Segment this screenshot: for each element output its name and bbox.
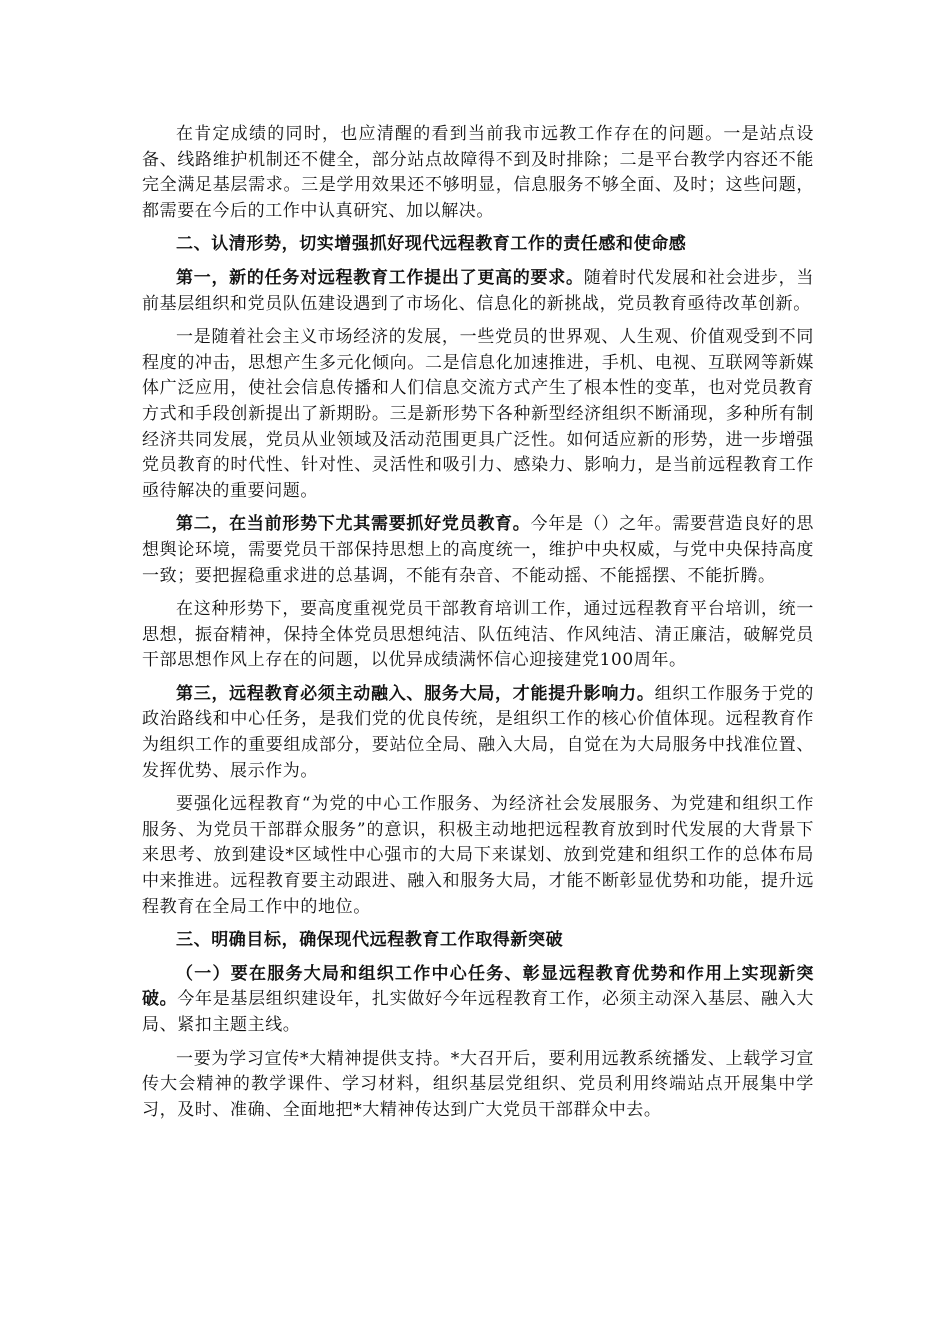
section-heading-2-text: 二、认清形势，切实增强抓好现代远程教育工作的责任感和使命感	[176, 234, 687, 255]
paragraph-7	[142, 682, 814, 784]
paragraph-7-text: 组织工作服务于党的政治路线和中心任务，是我们党的优良传统，是组织工作的核心价值体现。远程教育作为组织工作的重要组成部分，要站位全局、融入大局，自觉在为大局服务中找准位置、发挥优势、展示作为。	[142, 683, 814, 781]
paragraph-3-text: 随着时代发展和社会进步，当前基层组织和党员队伍建设遇到了市场化、信息化的新挑战，党员教育亟待改革创新。	[142, 267, 814, 314]
paragraph-8-text: 要强化远程教育“为党的中心工作服务、为经济社会发展服务、为党建和组织工作服务、为党员干部群众服务”的意识，积极主动地把远程教育放到时代发展的大背景下来思考、放到建设*区域性中心强市的大局下来谋划、放到党建和组织工作的总体布局中来推进。远程教育要主动跟进、融入和服务大局，才能不断彰显优势和功能，提升远程教育在全局工作中的地位。	[142, 794, 814, 917]
paragraph-8	[142, 792, 814, 920]
paragraph-3-lead: 第一，新的任务对远程教育工作提出了更高的要求。	[176, 267, 584, 288]
document-page	[142, 122, 814, 1131]
paragraph-5-lead: 第二，在当前形势下尤其需要抓好党员教育。	[176, 514, 531, 535]
paragraph-11-text: 一要为学习宣传*大精神提供支持。*大召开后，要利用远教系统播发、上载学习宣传大会精神的教学课件、学习材料，组织基层党组织、党员利用终端站点开展集中学习，及时、准确、全面地把*大精神传达到广大党员干部群众中去。	[142, 1048, 814, 1120]
paragraph-6	[142, 597, 814, 674]
paragraph-10	[142, 962, 814, 1039]
section-heading-2	[142, 232, 814, 258]
paragraph-10-lead: （一）要在服务大局和组织工作中心任务、彰显远程教育优势和作用上实现新突破。	[142, 963, 814, 1010]
paragraph-1-text: 在肯定成绩的同时，也应清醒的看到当前我市远教工作存在的问题。一是站点设备、线路维护机制还不健全，部分站点故障得不到及时排除；二是平台教学内容还不能完全满足基层需求。三是学用效果还不够明显，信息服务不够全面、及时；这些问题，都需要在今后的工作中认真研究、加以解决。	[142, 124, 814, 221]
section-heading-3	[142, 928, 814, 954]
paragraph-5	[142, 512, 814, 589]
paragraph-7-lead: 第三，远程教育必须主动融入、服务大局，才能提升影响力。	[176, 683, 655, 704]
paragraph-1	[142, 122, 814, 224]
paragraph-11	[142, 1047, 814, 1124]
paragraph-10-text: 今年是基层组织建设年，扎实做好今年远程教育工作，必须主动深入基层、融入大局、紧扣主题主线。	[142, 989, 814, 1035]
paragraph-4	[142, 325, 814, 504]
paragraph-6-text: 在这种形势下，要高度重视党员干部教育培训工作，通过远程教育平台培训，统一思想，振奋精神，保持全体党员思想纯洁、队伍纯洁、作风纯洁、清正廉洁，破解党员干部思想作风上存在的问题，以优异成绩满怀信心迎接建党100周年。	[142, 599, 814, 671]
paragraph-5-text: 今年是（）之年。需要营造良好的思想舆论环境，需要党员干部保持思想上的高度统一，维护中央权威，与党中央保持高度一致；要把握稳重求进的总基调，不能有杂音、不能动摇、不能摇摆、不能折腾。	[142, 514, 814, 586]
section-heading-3-text: 三、明确目标，确保现代远程教育工作取得新突破	[176, 930, 564, 951]
paragraph-3	[142, 266, 814, 317]
paragraph-4-text: 一是随着社会主义市场经济的发展，一些党员的世界观、人生观、价值观受到不同程度的冲击，思想产生多元化倾向。二是信息化加速推进，手机、电视、互联网等新媒体广泛应用，使社会信息传播和人们信息交流方式产生了根本性的变革，也对党员教育方式和手段创新提出了新期盼。三是新形势下各种新型经济组织不断涌现，多种所有制经济共同发展，党员从业领域及活动范围更具广泛性。如何适应新的形势，进一步增强党员教育的时代性、针对性、灵活性和吸引力、感染力、影响力，是当前远程教育工作亟待解决的重要问题。	[142, 327, 814, 501]
